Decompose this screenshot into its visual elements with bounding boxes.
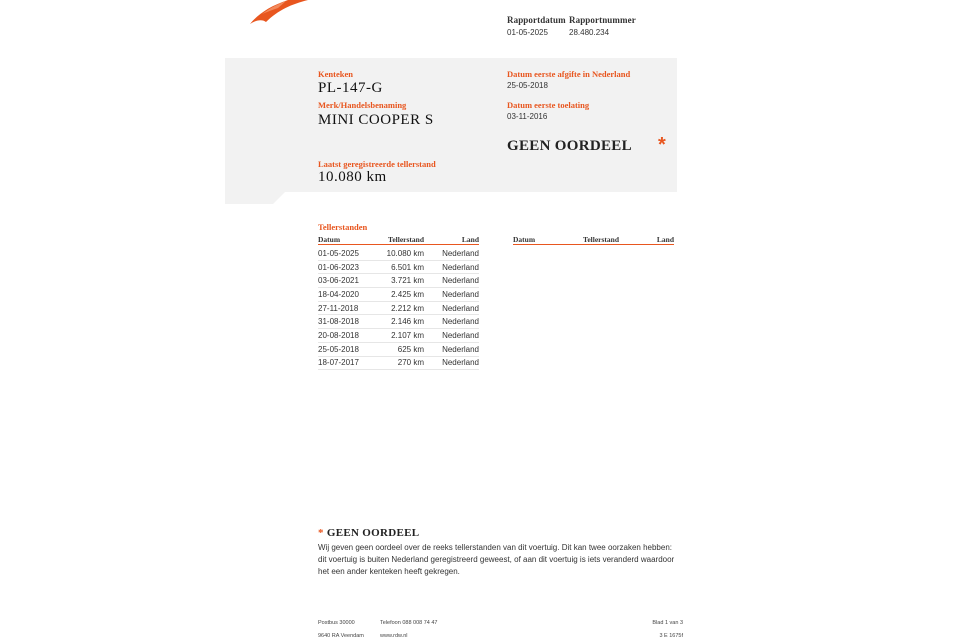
cell-land: Nederland — [442, 289, 479, 299]
cell-land: Nederland — [442, 330, 479, 340]
kenteken-value: PL-147-G — [318, 80, 383, 96]
cell-land: Nederland — [442, 358, 479, 368]
cell-datum: 20-08-2018 — [318, 330, 359, 340]
note-title: GEEN OORDEEL — [326, 527, 420, 539]
cell-land: Nederland — [442, 303, 479, 313]
footer-code: 3 E 1675f — [659, 633, 683, 639]
cell-tellerstand: 3.721 km — [391, 276, 424, 286]
rapportnummer-block — [569, 15, 636, 37]
cell-datum: 25-05-2018 — [318, 344, 359, 354]
laatst-value: 10.080 km — [318, 169, 387, 185]
table-header — [513, 235, 674, 245]
rdw-logo — [248, 0, 312, 26]
cell-datum: 18-07-2017 — [318, 358, 359, 368]
rapportdatum-label: Rapportdatum — [507, 15, 566, 25]
oordeel-asterisk: * — [658, 134, 666, 156]
laatst-label: Laatst geregistreerde tellerstand — [318, 159, 436, 169]
cell-tellerstand: 2.425 km — [391, 289, 424, 299]
rapportdatum-value: 01-05-2025 — [507, 28, 548, 37]
tellerstanden-table-right — [513, 235, 674, 245]
footer-telefoon: Telefoon 088 008 74 47 — [380, 620, 438, 626]
footer-postbus: Postbus 30000 — [318, 620, 355, 626]
panel-tail — [225, 192, 285, 204]
footer-website[interactable]: www.rdw.nl — [380, 633, 408, 639]
cell-land: Nederland — [442, 344, 479, 354]
table-row — [318, 302, 479, 316]
cell-tellerstand: 270 km — [397, 358, 424, 368]
cell-datum: 31-08-2018 — [318, 317, 359, 327]
toelating-label: Datum eerste toelating — [507, 100, 590, 110]
col-tellerstand: Tellerstand — [388, 235, 424, 244]
table-row — [318, 288, 479, 302]
cell-datum: 01-06-2023 — [318, 262, 359, 272]
rapportnummer-label: Rapportnummer — [569, 15, 636, 25]
rapportdatum-block — [507, 15, 566, 37]
note-asterisk: * — [318, 527, 324, 539]
col-tellerstand: Tellerstand — [583, 235, 619, 244]
table-row — [318, 315, 479, 329]
oordeel-value: GEEN OORDEEL — [507, 138, 632, 154]
footer-postcode: 9640 RA Veendam — [318, 633, 364, 639]
cell-tellerstand: 625 km — [397, 344, 424, 354]
merk-label: Merk/Handelsbenaming — [318, 100, 407, 110]
table-header — [318, 235, 479, 245]
toelating-value: 03-11-2016 — [507, 112, 548, 121]
kenteken-label: Kenteken — [318, 69, 353, 79]
note-title-line — [318, 527, 682, 539]
table-row — [318, 274, 479, 288]
geen-oordeel-note — [318, 527, 682, 578]
tellerstanden-title: Tellerstanden — [318, 222, 368, 232]
table-row — [318, 261, 479, 275]
cell-datum: 27-11-2018 — [318, 303, 359, 313]
cell-tellerstand: 10.080 km — [386, 248, 424, 258]
cell-tellerstand: 6.501 km — [391, 262, 424, 272]
cell-land: Nederland — [442, 262, 479, 272]
afgifte-label: Datum eerste afgifte in Nederland — [507, 69, 631, 79]
cell-tellerstand: 2.146 km — [391, 317, 424, 327]
table-row — [318, 357, 479, 371]
tellerstanden-table-left — [318, 235, 479, 370]
cell-datum: 18-04-2020 — [318, 289, 359, 299]
col-datum: Datum — [318, 235, 341, 244]
cell-land: Nederland — [442, 317, 479, 327]
cell-tellerstand: 2.212 km — [391, 303, 424, 313]
merk-value: MINI COOPER S — [318, 112, 434, 128]
col-land: Land — [461, 235, 479, 244]
afgifte-value: 25-05-2018 — [507, 81, 548, 90]
rapportnummer-value: 28.480.234 — [569, 28, 610, 37]
note-text: Wij geven geen oordeel over de reeks tellerstanden van dit voertuig. Dit kan twee oorzaken hebben: dit voertuig is buiten Nederland geregistreerd geweest, of aan dit voertuig is iets veranderd waardoor het een ander kenteken heeft gekregen. — [318, 543, 675, 576]
cell-datum: 01-05-2025 — [318, 248, 359, 258]
col-datum: Datum — [513, 235, 536, 244]
cell-land: Nederland — [442, 248, 479, 258]
col-land: Land — [656, 235, 674, 244]
cell-land: Nederland — [442, 276, 479, 286]
cell-tellerstand: 2.107 km — [391, 330, 424, 340]
table-row — [318, 247, 479, 261]
table-row — [318, 329, 479, 343]
cell-datum: 03-06-2021 — [318, 276, 359, 286]
footer-blad: Blad 1 van 3 — [652, 620, 683, 626]
table-row — [318, 343, 479, 357]
